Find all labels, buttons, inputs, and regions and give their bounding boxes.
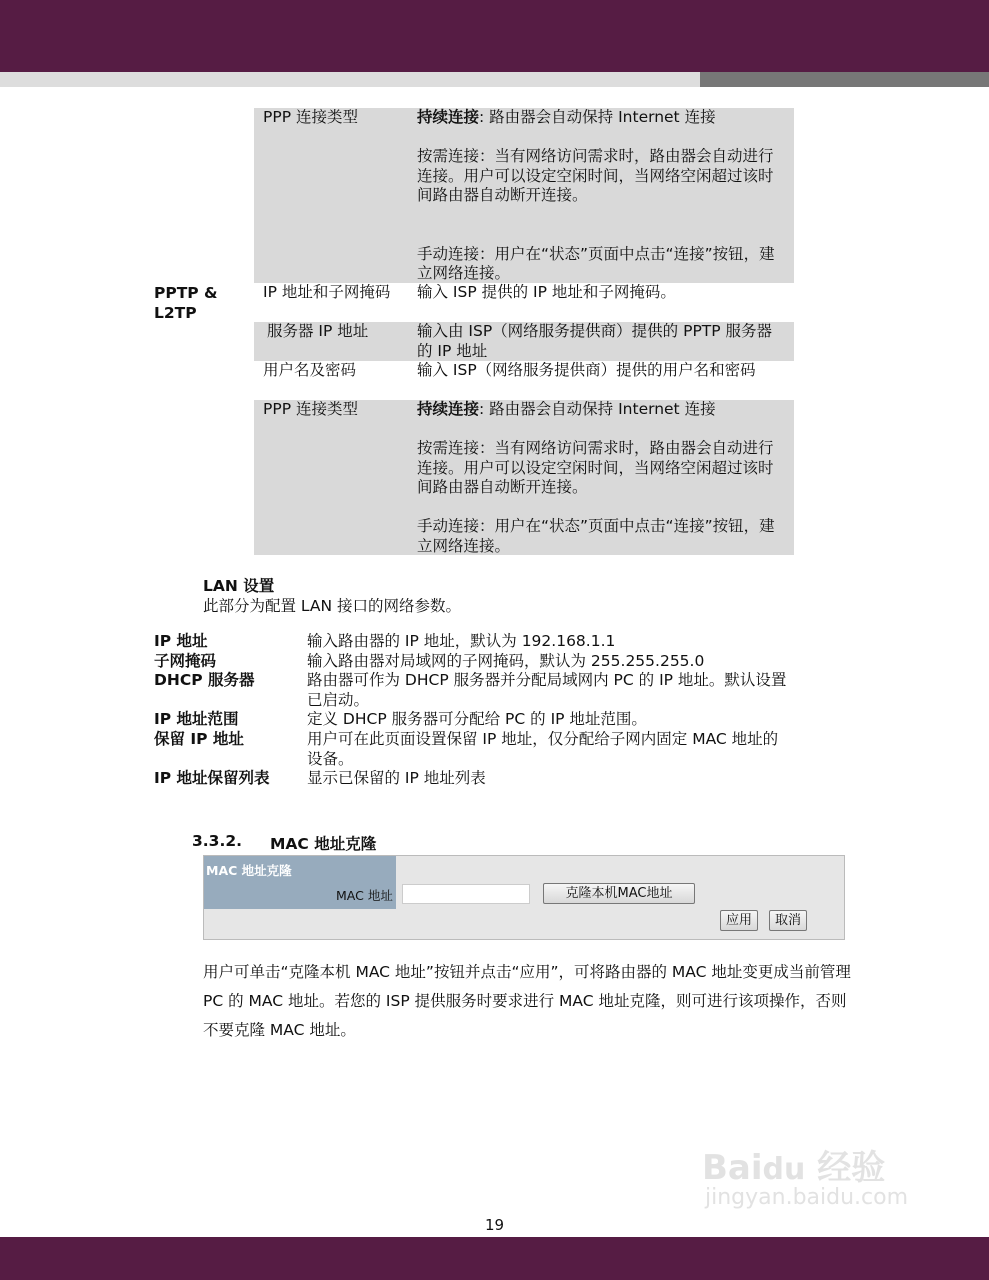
text: : 路由器会自动保持 Internet 连接: [479, 108, 716, 126]
row-label: PPP 连接类型: [263, 400, 358, 418]
mac-clone-panel: [203, 855, 845, 940]
lan-desc: 路由器可作为 DHCP 服务器并分配局域网内 PC 的 IP 地址。默认设置已启动。: [307, 671, 787, 709]
lan-label: DHCP 服务器: [154, 671, 255, 689]
clone-mac-button[interactable]: 克隆本机MAC地址: [543, 883, 695, 904]
lan-title: LAN 设置: [203, 577, 275, 595]
page-number: 19: [485, 1216, 505, 1234]
header-band: [0, 0, 989, 72]
lan-desc: 输入路由器对局域网的子网掩码，默认为 255.255.255.0: [307, 652, 705, 670]
text: 手动连接：用户在“状态”页面中点击“连接”按钮，建立网络连接。: [417, 517, 775, 555]
table-row: [254, 108, 794, 283]
apply-button[interactable]: 应用: [720, 910, 758, 931]
row-label: PPP 连接类型: [263, 108, 358, 126]
text: : 路由器会自动保持 Internet 连接: [479, 400, 716, 418]
text: 按需连接：当有网络访问需求时，路由器会自动进行连接。用户可以设定空闲时间，当网络空闲超过该时间路由器自动断开连接。: [417, 439, 774, 496]
mac-address-input[interactable]: [402, 884, 530, 904]
lan-desc: 显示已保留的 IP 地址列表: [307, 769, 486, 787]
table-row: [254, 283, 794, 322]
table-row: [254, 400, 794, 555]
group-label: PPTP & L2TP: [154, 284, 218, 322]
row-desc: 输入由 ISP（网络服务提供商）提供的 PPTP 服务器的 IP 地址: [417, 322, 773, 360]
row-label: IP 地址和子网掩码: [263, 283, 391, 301]
mac-label: MAC 地址: [336, 888, 393, 903]
header-stripe: [0, 72, 700, 87]
lan-desc: 用户可在此页面设置保留 IP 地址，仅分配给子网内固定 MAC 地址的设备。: [307, 730, 779, 768]
lan-desc: 输入路由器的 IP 地址，默认为 192.168.1.1: [307, 632, 616, 650]
lan-label: 子网掩码: [154, 652, 217, 670]
row-desc: [417, 400, 785, 556]
section-number: 3.3.2.: [192, 832, 243, 850]
row-label: 服务器 IP 地址: [267, 322, 369, 340]
cancel-button[interactable]: 取消: [769, 910, 807, 931]
bold-term: 持续连接: [417, 108, 480, 126]
bold-term: 持续连接: [417, 400, 480, 418]
text: 手动连接：用户在“状态”页面中点击“连接”按钮，建立网络连接。: [417, 244, 775, 282]
lan-label: IP 地址保留列表: [154, 769, 270, 787]
row-desc: 输入 ISP（网络服务提供商）提供的用户名和密码: [417, 361, 756, 379]
row-desc: [417, 108, 785, 284]
lan-label: 保留 IP 地址: [154, 730, 244, 748]
header-stripe-dark: [700, 72, 989, 87]
footer-band: [0, 1237, 989, 1280]
table-row: [254, 322, 794, 361]
lan-label: IP 地址: [154, 632, 208, 650]
description-paragraph: 用户可单击“克隆本机 MAC 地址”按钮并点击“应用”，可将路由器的 MAC 地址变更成当前管理 PC 的 MAC 地址。若您的 ISP 提供服务时要求进行 MAC 地址克隆，则可进行该项操作，否则不要克隆 MAC 地址。: [203, 963, 851, 1039]
panel-title: MAC 地址克隆: [206, 863, 292, 878]
lan-intro: 此部分为配置 LAN 接口的网络参数。: [203, 597, 462, 615]
text: 按需连接：当有网络访问需求时，路由器会自动进行连接。用户可以设定空闲时间，当网络空闲超过该时间路由器自动断开连接。: [417, 147, 774, 204]
row-label: 用户名及密码: [263, 361, 357, 379]
lan-label: IP 地址范围: [154, 710, 239, 728]
row-desc: 输入 ISP 提供的 IP 地址和子网掩码。: [417, 283, 676, 301]
watermark-url: jingyan.baidu.com: [705, 1185, 909, 1210]
watermark-logo: Baidu 经验: [702, 1148, 886, 1188]
table-row: [254, 361, 794, 400]
lan-desc: 定义 DHCP 服务器可分配给 PC 的 IP 地址范围。: [307, 710, 647, 728]
section-title: MAC 地址克隆: [270, 835, 377, 853]
